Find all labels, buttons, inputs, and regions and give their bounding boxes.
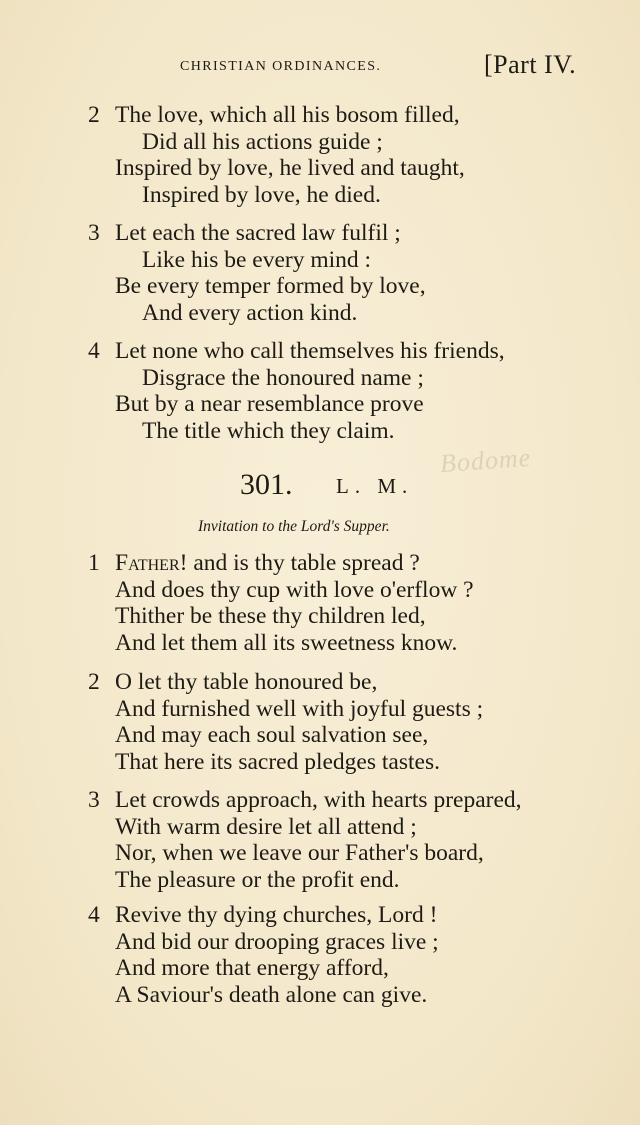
verse-line: The love, which all his bosom filled, bbox=[115, 102, 460, 128]
stanza-number: 4 bbox=[88, 338, 100, 364]
stanza-2 bbox=[0, 669, 640, 775]
verse-line: And more that energy afford, bbox=[115, 955, 389, 981]
stanza-number: 2 bbox=[88, 669, 100, 695]
stanza-prev-4 bbox=[0, 338, 640, 444]
verse-line: Let crowds approach, with hearts prepared, bbox=[115, 787, 522, 813]
verse-line: Let each the sacred law fulfil ; bbox=[115, 220, 401, 246]
verse-line: The pleasure or the profit end. bbox=[115, 866, 400, 893]
stanza-prev-3 bbox=[0, 220, 640, 326]
verse-line: ! and is thy table spread ? bbox=[179, 550, 420, 576]
part-label: [Part IV. bbox=[484, 50, 577, 79]
verse-line: Revive thy dying churches, Lord ! bbox=[115, 902, 438, 928]
verse-line: Disgrace the honoured name ; bbox=[142, 364, 424, 391]
verse-line: But by a near resemblance prove bbox=[115, 391, 424, 417]
hymn-meter: L. M. bbox=[336, 474, 414, 498]
verse-line: The title which they claim. bbox=[142, 417, 395, 444]
verse-line: Inspired by love, he lived and taught, bbox=[115, 155, 465, 181]
stanza-number: 2 bbox=[88, 102, 100, 128]
verse-line: Let none who call themselves his friends, bbox=[115, 338, 505, 364]
verse-line: Thither be these thy children led, bbox=[115, 603, 426, 629]
stanza-number: 3 bbox=[88, 787, 100, 813]
verse-line: Be every temper formed by love, bbox=[115, 273, 426, 299]
stanza-3 bbox=[0, 787, 640, 893]
verse-line: Nor, when we leave our Father's board, bbox=[115, 840, 484, 866]
verse-line: That here its sacred pledges tastes. bbox=[115, 748, 440, 775]
verse-line: With warm desire let all attend ; bbox=[115, 813, 417, 840]
hymn-number: 301. bbox=[240, 468, 293, 501]
first-word: Father bbox=[115, 550, 180, 576]
verse-line: And let them all its sweetness know. bbox=[115, 629, 458, 656]
verse-line: Did all his actions guide ; bbox=[142, 128, 383, 155]
stanza-prev-2 bbox=[0, 102, 640, 208]
stanza-4 bbox=[0, 902, 640, 1008]
hymn-subtitle: Invitation to the Lord's Supper. bbox=[198, 518, 390, 535]
running-title: CHRISTIAN ORDINANCES. bbox=[180, 59, 382, 74]
verse-line: And every action kind. bbox=[142, 299, 358, 326]
stanza-number: 1 bbox=[88, 550, 100, 576]
page-header bbox=[0, 50, 640, 84]
verse-line: And bid our drooping graces live ; bbox=[115, 928, 439, 955]
verse-line: And furnished well with joyful guests ; bbox=[115, 695, 484, 722]
verse-line: Inspired by love, he died. bbox=[142, 181, 381, 208]
verse-line: A Saviour's death alone can give. bbox=[115, 981, 428, 1008]
stanza-number: 4 bbox=[88, 902, 100, 928]
stanza-number: 3 bbox=[88, 220, 100, 246]
verse-line: And may each soul salvation see, bbox=[115, 722, 429, 748]
pencil-margin-note: Bodome bbox=[439, 442, 533, 479]
verse-line: And does thy cup with love o'erflow ? bbox=[115, 576, 474, 603]
stanza-1 bbox=[0, 550, 640, 656]
verse-line: Like his be every mind : bbox=[142, 246, 372, 273]
verse-line: O let thy table honoured be, bbox=[115, 669, 378, 695]
hymn-heading bbox=[0, 468, 640, 502]
